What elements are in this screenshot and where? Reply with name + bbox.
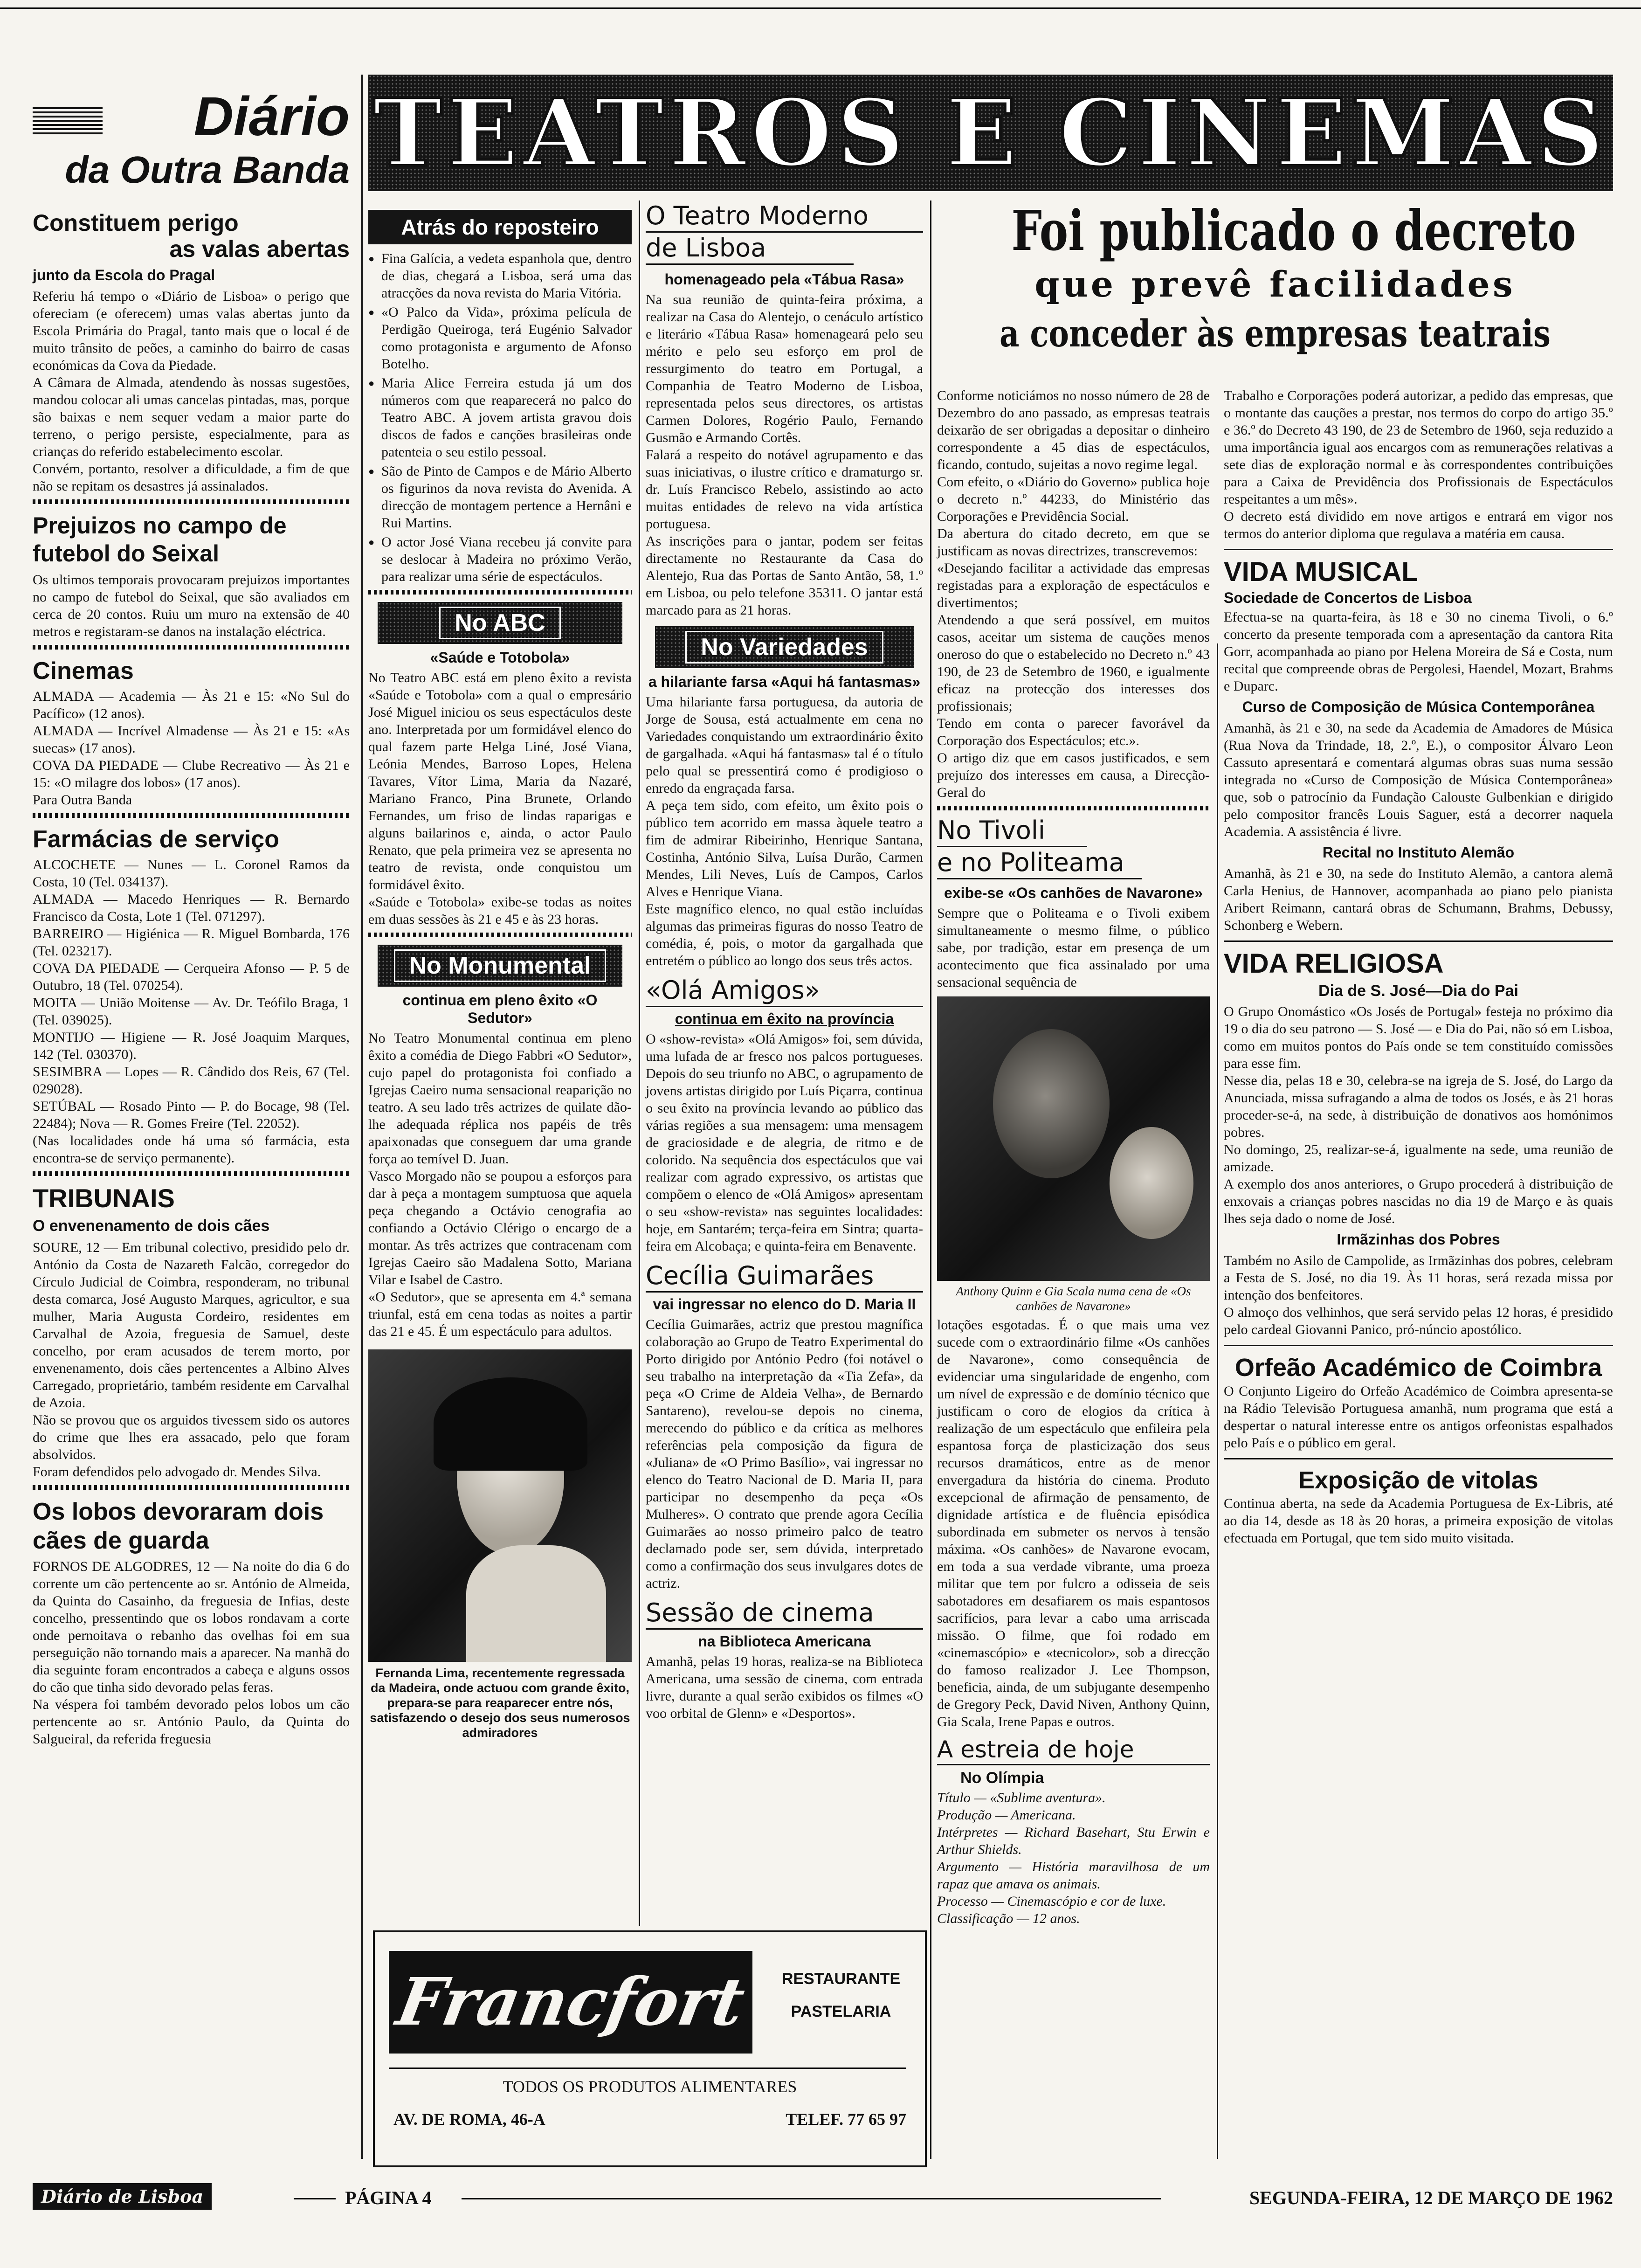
article-body: ALCOCHETE — Nunes — L. Coronel Ramos da Costa, 10 (Tel. 034137). ALMADA — Macedo Henriques — R. Bernardo Francisco da Costa, Lote 1 (Tel. 071297). BARREIRO — Higiénica — R. Miguel Bombarda, 176 (Tel. 023217). COVA DA PIEDADE — Cerqueira Afonso — P. 5 de Outubro, 18 (Tel. 070254). MOITA — União Moitense — Av. Dr. Teófilo Braga, 1 (Tel. 039025). MONTIJO — Higiene — R. José Joaquim Marques, 142 (Tel. 030370). SESIMBRA — Lopes — R. Cândido dos Reis, 67 (Tel. 029028). SETÚBAL — Rosado Pinto — P. do Bocage, 98 (Tel. 22484); Nova — R. Gomes Freire (Tel. 22052). (Nas localidades onde há uma só farmácia, esta encontra-se de serviço permanente). — [33, 857, 350, 1166]
section-title: VIDA RELIGIOSA — [1224, 948, 1444, 979]
article-body: Referiu há tempo o «Diário de Lisboa» o perigo que ofereciam (e oferecem) umas valas abertas junto da Escola Primária do Pragal, tanto mais que o local é de muito trânsito de peões, a caminho do bairro de casas económicas da Cova da Piedade. A Câmara de Almada, atendendo às nossas sugestões, mandou colocar ali umas cancelas pintadas, mas, porque são baixas e nem sequer vedam a maior parte do terreno, o perigo persiste, especialmente, para as crianças do referido estabelecimento escolar. Convém, portanto, resolver a dificuldade, a fim de que não se repitam os desastres já assinalados. — [33, 289, 350, 494]
bullet-item: ● O actor José Viana recebeu já convite para se deslocar à Madeira no próximo Verão, para realizar uma série de espectáculos. — [368, 533, 632, 585]
section-box — [655, 626, 914, 668]
section-box — [378, 945, 622, 987]
separator — [937, 806, 1210, 810]
masthead-line1: Diário — [193, 86, 350, 147]
bullet-list — [368, 250, 632, 585]
column-rule — [930, 201, 931, 2159]
portrait-hair — [434, 1377, 587, 1471]
article-subtitle: Irmãzinhas dos Pobres — [1337, 1231, 1500, 1248]
article-body: Sempre que o Politeama e o Tivoli exibem simultaneamente o mesmo filme, o público sabe, por tradição, estar em presença de um acontecimento que fica assinalado por uma sensacional sequência de — [937, 906, 1210, 990]
separator — [368, 590, 632, 595]
section-box-label: No Variedades — [685, 631, 883, 664]
separator — [1224, 940, 1613, 942]
article-title: Farmácias de serviço — [33, 826, 279, 853]
article-subtitle: vai ingressar no elenco do D. Maria II — [653, 1296, 916, 1313]
footer-paper-name: Diário de Lisboa — [33, 2183, 212, 2210]
article-title: A estreia de hoje — [937, 1735, 1210, 1765]
separator — [33, 1171, 350, 1176]
article-body: Cecília Guimarães, actriz que prestou magnífica colaboração ao Grupo de Teatro Experimental do Porto dirigido por António Pedro (foi notável o seu trabalho na interpretação da «Tia Zefa», da peça «O Crime de Aldeia Velha», de Bernardo Santareno), revelou-se depois no cinema, merecendo do público e da crítica as melhores referências pela composição da figura de «Juliana» de «O Primo Basílio», vai ingressar no elenco do Teatro Nacional de D. Maria II, para participar no desempenho da peça «Os Mulheres». O contrato que prende agora Cecília Guimarães ao nosso primeiro palco de teatro declamado pode ser, sem dúvida, interpretado como a confirmação dos seus invulgares dotes de actriz. — [646, 1317, 923, 1591]
advert-rule — [389, 2067, 906, 2069]
still-face-man — [993, 1029, 1110, 1178]
article-body: Também no Asilo de Campolide, as Irmãzinhas dos pobres, celebram a Festa de S. José, no dia 19. Às 11 horas, será rezada missa por intenção dos benfeitores. O almoço dos velhinhos, que será servido pelas 12 horas, é presidido pelo cardeal Giovanni Panico, pró-núncio apostólico. — [1224, 1253, 1613, 1337]
banner — [368, 75, 1613, 191]
article-body: ALMADA — Academia — Às 21 e 15: «No Sul do Pacífico» (12 anos). ALMADA — Incrível Almadense — Às 21 e 15: «As suecas» (17 anos). COVA DA PIEDADE — Clube Recreativo — Às 21 e 15: «O milagre dos lobos» (17 anos). Para Outra Banda — [33, 689, 350, 808]
article-body: Amanhã, às 21 e 30, na sede da Academia de Amadores de Música (Rua Nova da Trindade, 18, 2.º, E.), o compositor Álvaro Leon Cassuto apresentará e comentará algumas obras suas numa sessão integrada no «Curso de Composição de Música Contemporânea» que, sob o patrocínio da Fundação Calouste Gulbenkian e dirigido pelo compositor francês Louis Saguer, está a decorrer naquela Academia. A assistência é livre. — [1224, 720, 1613, 839]
article-title: «Olá Amigos» — [646, 975, 923, 1007]
photo-fernanda-lima — [368, 1349, 632, 1662]
article-subtitle: junto da Escola do Pragal — [33, 267, 215, 284]
section-box: Atrás do reposteiro — [368, 210, 632, 244]
article-title: Os lobos devoraram dois cães de guarda — [33, 1498, 324, 1554]
separator — [33, 1485, 350, 1490]
masthead-hatch — [33, 106, 103, 134]
article-body: No Teatro Monumental continua em pleno êxito a comédia de Diego Fabbri «O Sedutor», cujo papel do protagonista foi confiado a Igrejas Caeiro numa sensacional reaparição no teatro. A seu lado três actrizes de quilate dão-lhe adequada réplica nos papéis de três apaixonadas que conseguem dar uma grande força ao temível D. Juan. Vasco Morgado não se poupou a esforços para dar à peça a montagem sumptuosa que aquela peça chegando a Octávio cenografia ao confiando a Octávio Clérigo o encargo de a montar. As três actrizes que contracenam com Igrejas Caeiro são Madalena Sotto, Mariana Vilar e Isabel de Castro. «O Sedutor», que se apresenta em 4.ª semana triunfal, está em cena todas as noites a partir das 21 e 45. É um espectáculo para adultos. — [368, 1030, 632, 1339]
article-body: Os ultimos temporais provocaram prejuizos importantes no campo de futebol do Seixal, que são avaliados em cerca de 20 contos. Ruiu um muro na extensão de 40 metros e registaram-se danos na instalação eléctrica. — [33, 572, 350, 639]
portrait-shoulders — [466, 1545, 606, 1662]
column-vida — [1224, 387, 1613, 1547]
photo-caption: Anthony Quinn e Gia Scala numa cena de «Os canhões de Navarone» — [956, 1284, 1191, 1313]
article-title: as valas abertas — [169, 236, 350, 262]
article-body: SOURE, 12 — Em tribunal colectivo, presidido pelo dr. António da Costa de Nazareth Falcão, corregedor do Círculo Judicial de Coimbra, responderam, no tribunal desta comarca, José Augusto Marques, agricultor, e sua mulher, Maria Augusta Cordeiro, residentes em Carvalhal de Azoia, freguesia de Samuel, deste concelho, por eram acusados de terem morto, por envenenamento, dois cães pertencentes a Albino Alves Carregado, proprietário, também residente em Carvalhal de Azoia. Não se provou que os arguidos tivessem sido os autores do crime que lhes era assacado, pelo que foram absolvidos. Foram defendidos pelo advogado dr. Mendes Silva. — [33, 1240, 350, 1480]
article-title: Orfeão Académico de Coimbra — [1234, 1354, 1602, 1382]
advert-logo-block — [389, 1951, 752, 2054]
banner-title: TEATROS E CINEMAS — [373, 78, 1608, 188]
footer-page: PÁGINA 4 — [345, 2187, 432, 2208]
article-title: Exposição de vitolas — [1298, 1467, 1538, 1494]
article-body: O «show-revista» «Olá Amigos» foi, sem dúvida, uma lufada de ar fresco nos palcos portugueses. Depois do seu triunfo no ABC, o agrupamento de jovens artistas dirigido por Luís Piçarra, continua o seu êxito na província levando ao público das várias regiões a sua mensagem: uma mensagem de graciosidade e de alegria, de ritmo e de colorido. Na sequência dos espectáculos que vai realizar com agrado expressivo, os artistas que compõem o elenco de «Olá Amigos» apresentam o seu «show-revista» nas seguintes localidades: hoje, em Santarém; terça-feira em Sintra; quarta-feira em Alcobaça; e quinta-feira em Benavente. — [646, 1031, 923, 1254]
article-title: Constituem perigo — [33, 210, 239, 236]
footer-rule — [462, 2198, 1161, 2199]
article-title: a conceder às empresas teatrais — [999, 311, 1551, 355]
article-title: Cecília Guimarães — [646, 1260, 923, 1293]
column-rule — [1217, 643, 1218, 2159]
masthead-line2: da Outra Banda — [65, 149, 350, 191]
separator — [368, 933, 632, 937]
article-subtitle: «Saúde e Totobola» — [430, 649, 570, 666]
separator — [1224, 1458, 1613, 1459]
article-body: Efectua-se na quarta-feira, às 18 e 30 no cinema Tivoli, o 6.º concerto da presente temporada com a apresentação da cantora Rita Gorr, acompanhada ao piano por Helena Moreira de Sá e Costa, num recital que compreende obras de Pergolesi, Haendel, Mozart, Brahms e Duparc. — [1224, 609, 1613, 694]
advert-logo: Francfort — [391, 1964, 750, 2040]
article-decreto — [937, 198, 1613, 359]
section-title: VIDA MUSICAL — [1224, 557, 1418, 587]
article-subtitle: Curso de Composição de Música Contemporânea — [1242, 698, 1595, 715]
column-tivoli — [937, 387, 1210, 1927]
column-teatro-moderno — [646, 201, 923, 1722]
footer-date: SEGUNDA-FEIRA, 12 DE MARÇO DE 1962 — [1249, 2187, 1613, 2208]
article-body: Conforme noticiámos no nosso número de 28 de Dezembro do ano passado, as empresas teatrais deixarão de ser obrigadas a depositar o dinheiro correspondente a 45 dias de espectáculos, ficando, contudo, sujeitas a novo regime legal. Com efeito, o «Diário do Governo» publica hoje o decreto n.º 44233, do Ministério das Corporações e Previdência Social. Da abertura do citado decreto, em que se justificam as novas directrizes, transcrevemos: «Desejando facilitar a actividade das empresas registadas para a exploração de espectáculos e divertimentos; Atendendo a que será possível, em muitos casos, aceitar um sistema de cauções menos oneroso do que o estabelecido no Decreto n.º 43 190, de 23 de Setembro de 1960, e igualmente eficaz na protecção dos interesses dos profissionais; Tendo em conta o parecer favorável da Corporação dos Espectáculos; etc.». O artigo diz que em casos justificados, e sem prejuízo dos interesses em causa, a Direcção-Geral do — [937, 388, 1210, 800]
article-title: O Teatro Moderno — [646, 201, 923, 233]
article-body: Trabalho e Corporações poderá autorizar, a pedido das empresas, que o montante das cauções a prestar, nos termos do corpo do artigo 35.º e 36.º do Decreto 43 190, de 23 de Setembro de 1960, seja reduzido a uma importância igual aos encargos com as remunerações relativas a sete dias de exploração normal e às correspondentes contribuições para a Caixa de Previdência dos Profissionais de Espectáculos respeitantes a um mês». O decreto está dividido em nove artigos e entrará em vigor nos termos do anterior diploma que regulava a matéria em causa. — [1224, 388, 1613, 541]
article-subtitle: Dia de S. José—Dia do Pai — [1318, 982, 1518, 1000]
separator — [33, 645, 350, 650]
bullet-item: ● São de Pinto de Campos e de Mário Alberto os figurinos da nova revista do Avenida. A direcção de montagem pertence a Hernâni e Rui Martins. — [368, 463, 632, 532]
separator — [1224, 1345, 1613, 1346]
photo-caption: Fernanda Lima, recentemente regressada da Madeira, onde actuou com grande êxito, prepara-se para reaparecer entre nós, satisfazendo o desejo dos seus numerosos admiradores — [370, 1666, 630, 1740]
advert-address: AV. DE ROMA, 46-A — [393, 2110, 545, 2129]
article-subtitle: Sociedade de Concertos de Lisboa — [1224, 589, 1472, 606]
article-title: TRIBUNAIS — [33, 1183, 175, 1213]
article-subtitle: a hilariante farsa «Aqui há fantasmas» — [648, 673, 921, 690]
photo-navarone — [937, 996, 1210, 1281]
article-subtitle: O envenenamento de dois cães — [33, 1217, 270, 1235]
separator — [33, 813, 350, 818]
article-subtitle: homenageado pela «Tábua Rasa» — [664, 271, 904, 288]
article-body: O Grupo Onomástico «Os Josés de Portugal» festeja no próximo dia 19 o dia do seu patrono — S. José — e Dia do Pai, não só em Lisboa, como em muitos pontos do País onde se tem constituído comissões para esse fim. Nesse dia, pelas 18 e 30, celebra-se na igreja de S. José, do Largo da Anunciada, missa sufragando a alma de todos os Josés, e às 21 horas proceder-se-á, na sede, à distribuição de donativos aos homónimos pobres. No domingo, 25, realizar-se-á, igualmente na sede, uma reunião de amizade. A exemplo dos anos anteriores, o Grupo procederá à distribuição de enxovais a crianças pobres nascidas no dia 19 de Março e às quais lhes seja dado o nome de José. — [1224, 1004, 1613, 1226]
article-title: e no Politeama — [937, 847, 1142, 879]
article-subtitle: No Olímpia — [960, 1769, 1044, 1787]
article-title: Foi publicado o decreto — [1011, 198, 1576, 263]
column-rule — [639, 201, 640, 1926]
article-subtitle: Recital no Instituto Alemão — [1322, 844, 1515, 861]
article-body: Na sua reunião de quinta-feira próxima, a realizar na Casa do Alentejo, o cenáculo artístico e literário «Tábua Rasa» homenageará pelo seu mérito e pelo seu esforço em prol de ressurgimento do teatro em Portugal, a Companhia de Teatro Moderno de Lisboa, representada pelos seus directores, os artistas Carmen Dolores, Rogério Paulo, Fernando Gusmão e Armando Cortês. Falará a respeito do notável agrupamento e das suas iniciativas, o ilustre crítico e dramaturgo sr. dr. Luís Francisco Rebelo, assistindo ao acto muitas entidades de relevo na vida artística portuguesa. As inscrições para o jantar, podem ser feitas directamente no Restaurante da Casa do Alentejo, Rua das Portas de Santo Antão, 58, 1.º em Lisboa, ou pelo telefone 35311. O jantar está marcado para as 21 horas. — [646, 292, 923, 618]
section-box-label: No ABC — [439, 607, 561, 639]
bullet-item: ● Fina Galícia, a vedeta espanhola que, dentro de dias, chegará a Lisboa, será uma das atracções da nova revista do Maria Vitória. — [368, 250, 632, 302]
article-body: Amanhã, às 21 e 30, na sede do Instituto Alemão, a cantora alemã Carla Henius, de Hannover, acompanhada ao piano pelo pianista Aribert Reimann, cantará obras de Schumann, Brahms, Debussy, Schonberg e Webern. — [1224, 866, 1613, 933]
article-body: No Teatro ABC está em pleno êxito a revista «Saúde e Totobola» com a qual o empresário José Miguel iniciou os seus espectáculos deste ano. Interpretada por um formidável elenco do qual fazem parte Helga Liné, José Viana, Leónia Mendes, Barroso Lopes, Helena Tavares, Vítor Lima, Maria da Nazaré, Mariano Franco, Pina Brunete, Orlando Fernandes, um friso de lindas raparigas e alguns bailarinos e, ainda, o actor Paulo Renato, que pela primeira vez se apresenta no teatro de revista, onde conquistou um formidável êxito. «Saúde e Totobola» exibe-se todas as noites em duas sessões às 21 e 45 e às 23 horas. — [368, 670, 632, 927]
article-body: Uma hilariante farsa portuguesa, da autoria de Jorge de Sousa, está actualmente em cena no Variedades conquistando um extraordinário êxito de gargalhada. «Aqui há fantasmas» tal é o título pelo qual se pressentirá como é prodigioso o enredo da engraçada farsa. A peça tem sido, com efeito, um êxito pois o público tem acorrido em massa àquele teatro a fim de admirar Ribeirinho, Henrique Santana, Costinha, António Silva, Luísa Durão, Carmen Mendes, Lili Neves, Luís de Campos, Carlos Alves e Henrique Viana. Este magnífico elenco, no qual estão incluídas algumas das primeiras figuras do nosso Teatro de comédia, é, pois, o motor da gargalhada que entretém o público ao longo dos seus três actos. — [646, 694, 923, 968]
advert-line1: RESTAURANTE — [781, 1970, 901, 1988]
article-body: Continua aberta, na sede da Academia Portuguesa de Ex-Libris, até ao dia 14, desde as 18 às 20 horas, a primeira exposição de vitolas efectuada em Portugal, que tem sido muito visitada. — [1224, 1496, 1613, 1546]
article-title: que prevê facilidades — [1034, 263, 1516, 305]
masthead-outra-banda — [33, 84, 350, 210]
bullet-item: ● Maria Alice Ferreira estuda já um dos números com que reaparecerá no palco do Teatro ABC. A jovem artista gravou dois discos de fados e canções brasileiras onde patenteia o seu estilo pessoal. — [368, 374, 632, 461]
advert-francfort — [373, 1930, 927, 2167]
bullet-item: ● «O Palco da Vida», próxima película de Perdigão Queiroga, terá Eugénio Salvador como protagonista e argumento de Afonso Botelho. — [368, 304, 632, 373]
article-title: Sessão de cinema — [646, 1597, 923, 1630]
advert-tagline: TODOS OS PRODUTOS ALIMENTARES — [503, 2077, 797, 2096]
separator — [33, 499, 350, 504]
article-title: de Lisboa — [646, 233, 854, 265]
advert-line2: PASTELARIA — [791, 2003, 891, 2020]
advert-phone: TELEF. 77 65 97 — [786, 2110, 906, 2129]
separator — [1224, 549, 1613, 550]
column-reposteiro — [368, 210, 632, 1740]
article-subtitle: continua em pleno êxito «O Sedutor» — [402, 992, 598, 1026]
footer-rule — [294, 2198, 336, 2199]
article-body: lotações esgotadas. É o que mais uma vez sucede com o extraordinário filme «Os canhões de Navarone», como consequência de evidenciar uma singularidade de engenho, com um nível de expressão e de domínio técnico que justificam o coro de elogios da crítica à realização de um espectáculo que enfileira pela espantosa força de plasticização dos seus recursos dramáticos, entre as de menor envergadura da história do cinema. Produto excepcional de afirmação de pensamento, de dignidade artística e de fluência episódica subordinada em submeter os nervos à tensão máxima. «Os canhões» de Navarone evocam, em toda a sua verdade vibrante, uma proeza militar que tem por fulcro a odisseia de seis sabotadores em desafiarem os mais espantosos sacrifícios, para levar a cabo uma arriscada missão. O filme, que foi rodado em «cinemascópio» e «tecnicolor», sob a direcção do famoso realizador J. Lee Thompson, beneficia, ainda, de um subjugante desempenho de Gregory Peck, David Niven, Anthony Quinn, Gia Scala, Irene Papas e outros. — [937, 1317, 1210, 1729]
column-outra-banda — [33, 84, 350, 1748]
article-body: Título — «Sublime aventura». Produção — Americana. Intérpretes — Richard Basehart, Stu Erwin e Arthur Shields. Argumento — História maravilhosa de um rapaz que amava os animais. Processo — Cinemascópio e cor de luxe. Classificação — 12 anos. — [937, 1790, 1210, 1926]
article-title: Cinemas — [33, 657, 134, 685]
section-box — [378, 602, 622, 644]
section-box-label: No Monumental — [394, 949, 607, 982]
article-title: No Tivoli — [937, 815, 1087, 847]
article-body: Amanhã, pelas 19 horas, realiza-se na Biblioteca Americana, uma sessão de cinema, com entrada livre, durante a qual serão exibidos os filmes «O voo orbital de Glenn» e «Desportos». — [646, 1654, 923, 1721]
footer — [33, 2183, 1613, 2216]
article-title: Prejuizos no campo de futebol do Seixal — [33, 512, 287, 567]
article-subtitle: exibe-se «Os canhões de Navarone» — [944, 885, 1203, 901]
article-body: O Conjunto Ligeiro do Orfeão Académico de Coimbra apresenta-se na Rádio Televisão Portuguesa amanhã, num programa que está a despertar o natural interesse entre os antigos orfeonistas espalhados pelo País e o público em geral. — [1224, 1383, 1613, 1451]
article-body: FORNOS DE ALGODRES, 12 — Na noite do dia 6 do corrente um cão pertencente ao sr. António de Almeida, da Quinta do Casainho, da freguesia de Infias, deste concelho, pressentindo que os lobos rondavam a corte onde pernoitava o rebanho das ovelhas foi em sua perseguição não tornando mais a aparecer. Na manhã do dia seguinte foram encontrados a cabeça e alguns ossos do cão que tinha sido devorado pelas feras. Na véspera foi também devorado pelos lobos um cão pertencente ao sr. António Paulo, da Quinta do Salgueiral, da referida freguesia — [33, 1559, 350, 1747]
column-rule — [361, 75, 363, 2159]
article-subtitle: na Biblioteca Americana — [698, 1633, 871, 1650]
still-face-woman — [1110, 1127, 1193, 1239]
article-subtitle: continua em êxito na província — [675, 1010, 894, 1027]
